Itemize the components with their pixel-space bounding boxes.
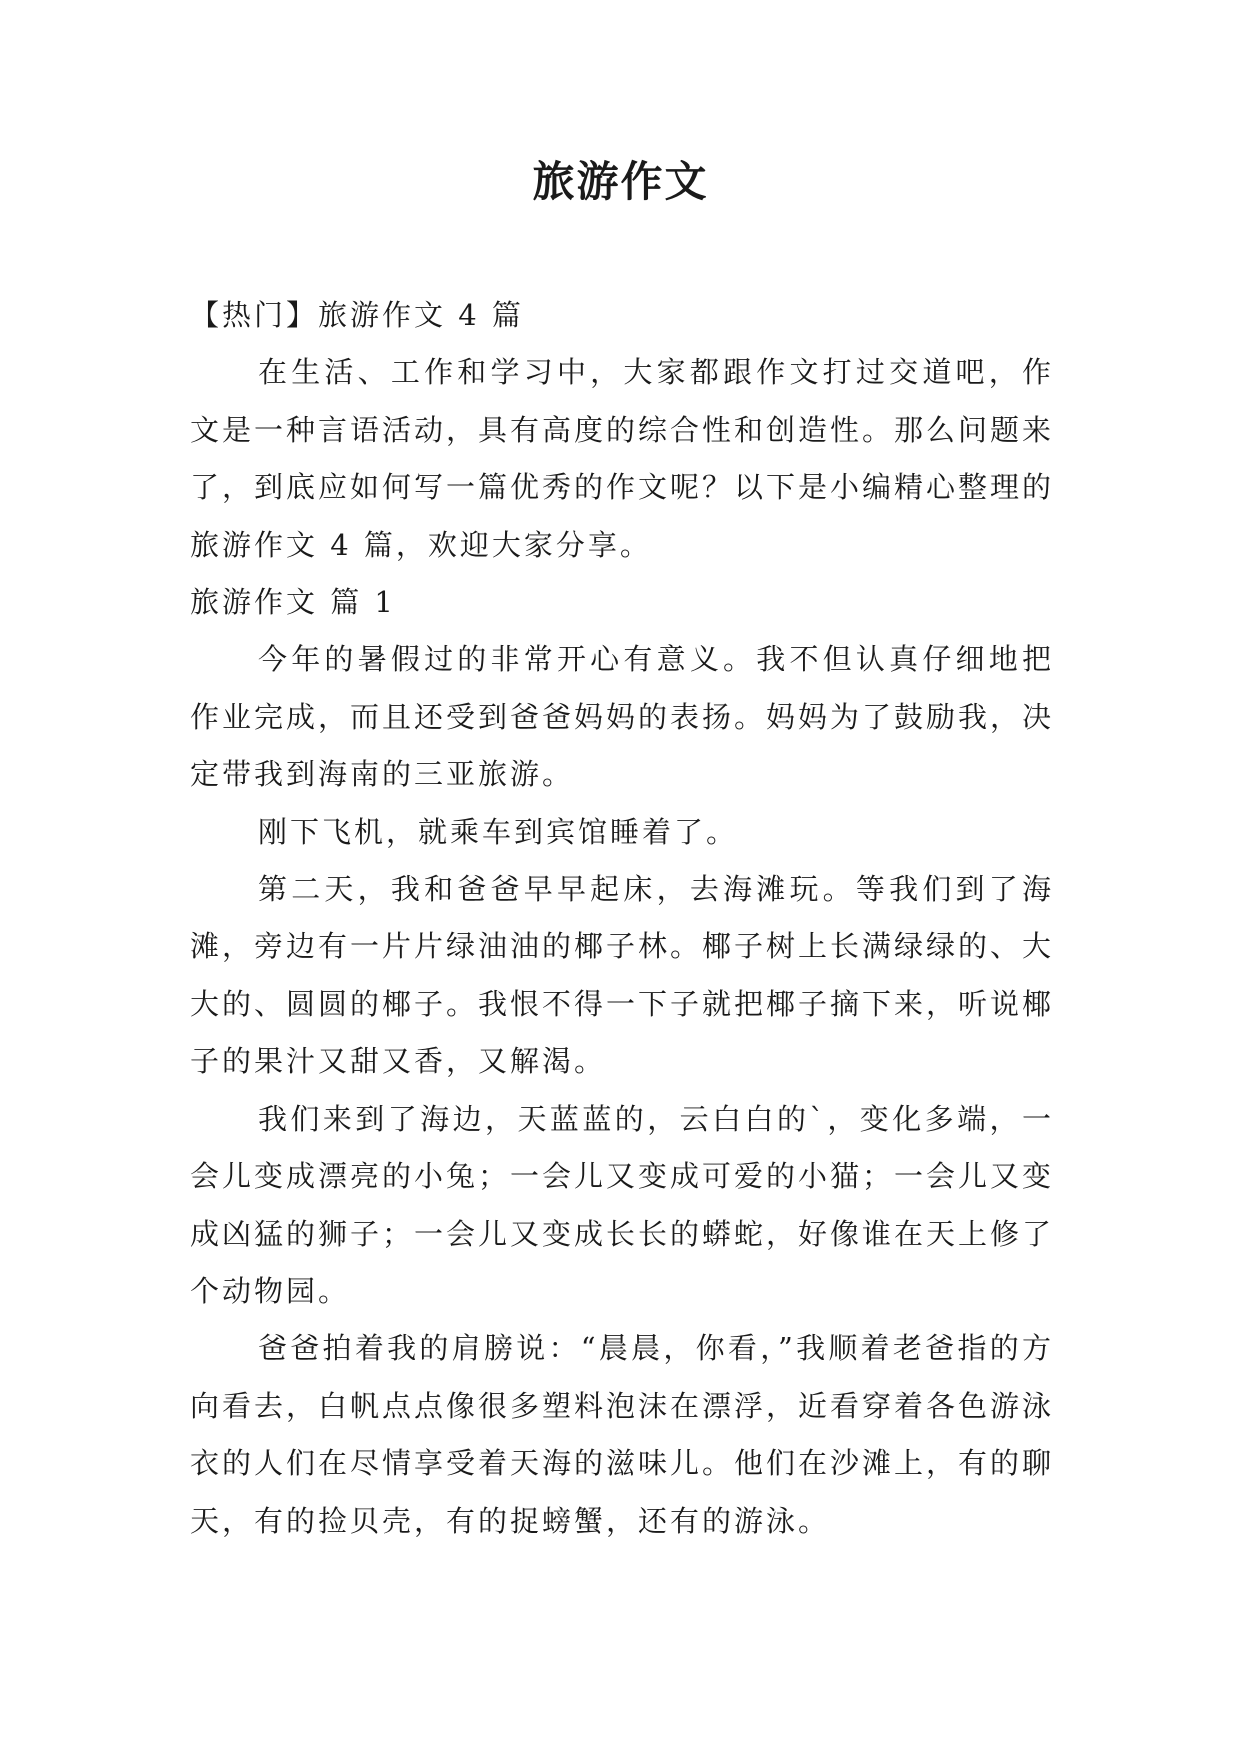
body-paragraph-4: 我们来到了海边，天蓝蓝的，云白白的`，变化多端，一会儿变成漂亮的小兔；一会儿又变成可爱的小猫；一会儿又变成凶猛的狮子；一会儿又变成长长的蟒蛇，好像谁在天上修了个动物园。 <box>190 1101 1055 1308</box>
document-body <box>190 287 1054 1550</box>
section-heading: 旅游作文 篇 1 <box>190 585 396 620</box>
body-paragraph-2: 刚下飞机，就乘车到宾馆睡着了。 <box>258 814 739 849</box>
intro-paragraph: 在生活、工作和学习中，大家都跟作文打过交道吧，作文是一种言语活动，具有高度的综合性和创造性。那么问题来了，到底应如何写一篇优秀的作文呢？以下是小编精心整理的旅游作文 4 篇，欢迎大家分享。 <box>190 355 1055 562</box>
document-subtitle: 【热门】旅游作文 4 篇 <box>190 298 524 332</box>
body-paragraph-3: 第二天，我和爸爸早早起床，去海滩玩。等我们到了海滩，旁边有一片片绿油油的椰子林。椰子树上长满绿绿的、大大的、圆圆的椰子。我恨不得一下子就把椰子摘下来，听说椰子的果汁又甜又香，又解渴。 <box>190 872 1055 1079</box>
body-paragraph-1: 今年的暑假过的非常开心有意义。我不但认真仔细地把作业完成，而且还受到爸爸妈妈的表扬。妈妈为了鼓励我，决定带我到海南的三亚旅游。 <box>190 642 1055 792</box>
document-title: 旅游作文 <box>532 157 709 206</box>
body-paragraph-5: 爸爸拍着我的肩膀说：“晨晨，你看，”我顺着老爸指的方向看去，白帆点点像很多塑料泡沫在漂浮，近看穿着各色游泳衣的人们在尽情享受着天海的滋味儿。他们在沙滩上，有的聊天，有的捡贝壳，有的捉螃蟹，还有的游泳。 <box>190 1331 1055 1538</box>
